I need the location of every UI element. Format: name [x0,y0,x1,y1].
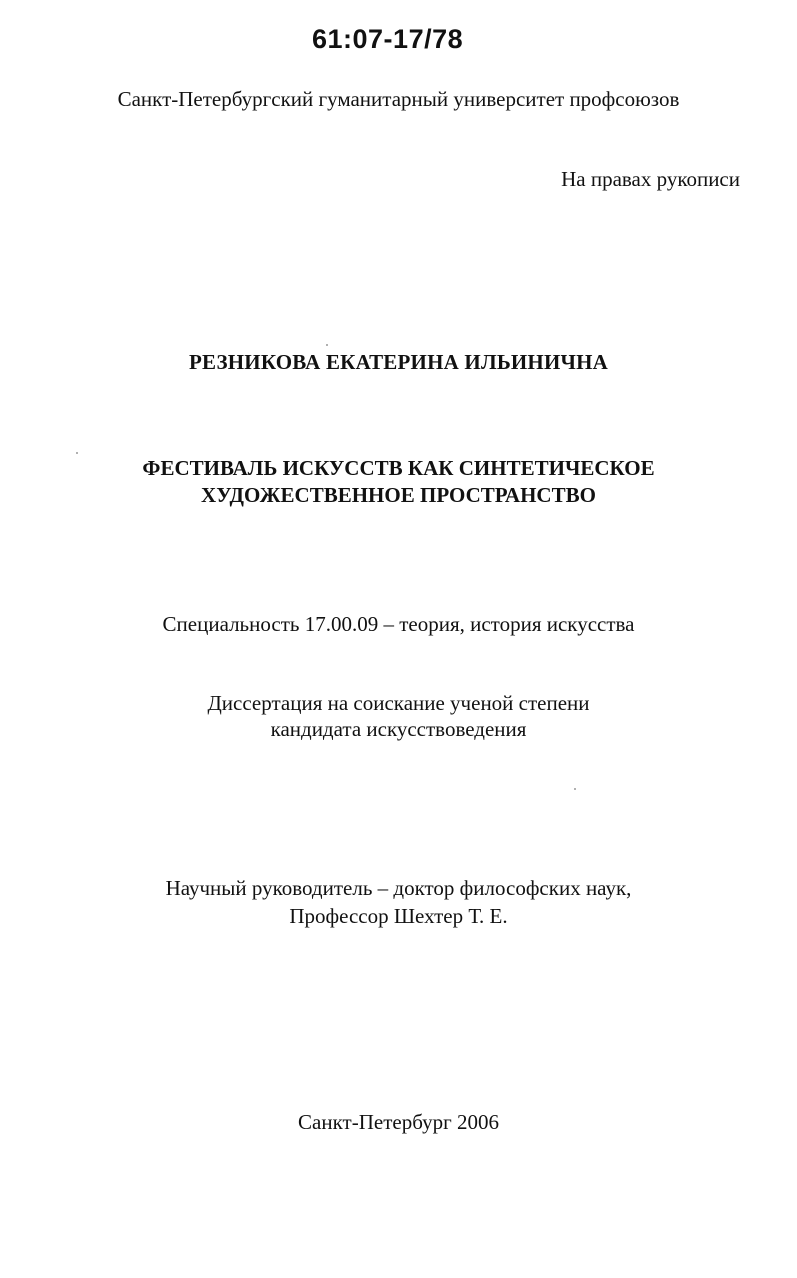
title-line-1: ФЕСТИВАЛЬ ИСКУССТВ КАК СИНТЕТИЧЕСКОЕ [142,456,655,480]
author-name: РЕЗНИКОВА ЕКАТЕРИНА ИЛЬИНИЧНА [188,350,609,374]
scan-speck [326,344,328,346]
specialty-line: Специальность 17.00.09 – теория, история искусства [162,612,635,636]
degree-line-2: кандидата искусствоведения [270,717,527,741]
dissertation-title [0,455,797,509]
university-name: Санкт-Петербургский гуманитарный университет профсоюзов [117,87,680,111]
supervisor-line-2: Профессор Шехтер Т. Е. [289,904,508,928]
archive-stamp-number: 61:07-17/78 [312,24,464,54]
supervisor-block [0,874,797,930]
supervisor-line-1: Научный руководитель – доктор философских наук, [165,876,632,900]
city-and-year: Санкт-Петербург 2006 [298,1110,499,1134]
scan-speck [76,452,78,454]
degree-line-1: Диссертация на соискание ученой степени [207,691,590,715]
manuscript-note: На правах рукописи [561,167,740,191]
scan-speck [574,788,576,790]
degree-statement [0,690,797,742]
title-line-2: ХУДОЖЕСТВЕННОЕ ПРОСТРАНСТВО [201,483,596,507]
